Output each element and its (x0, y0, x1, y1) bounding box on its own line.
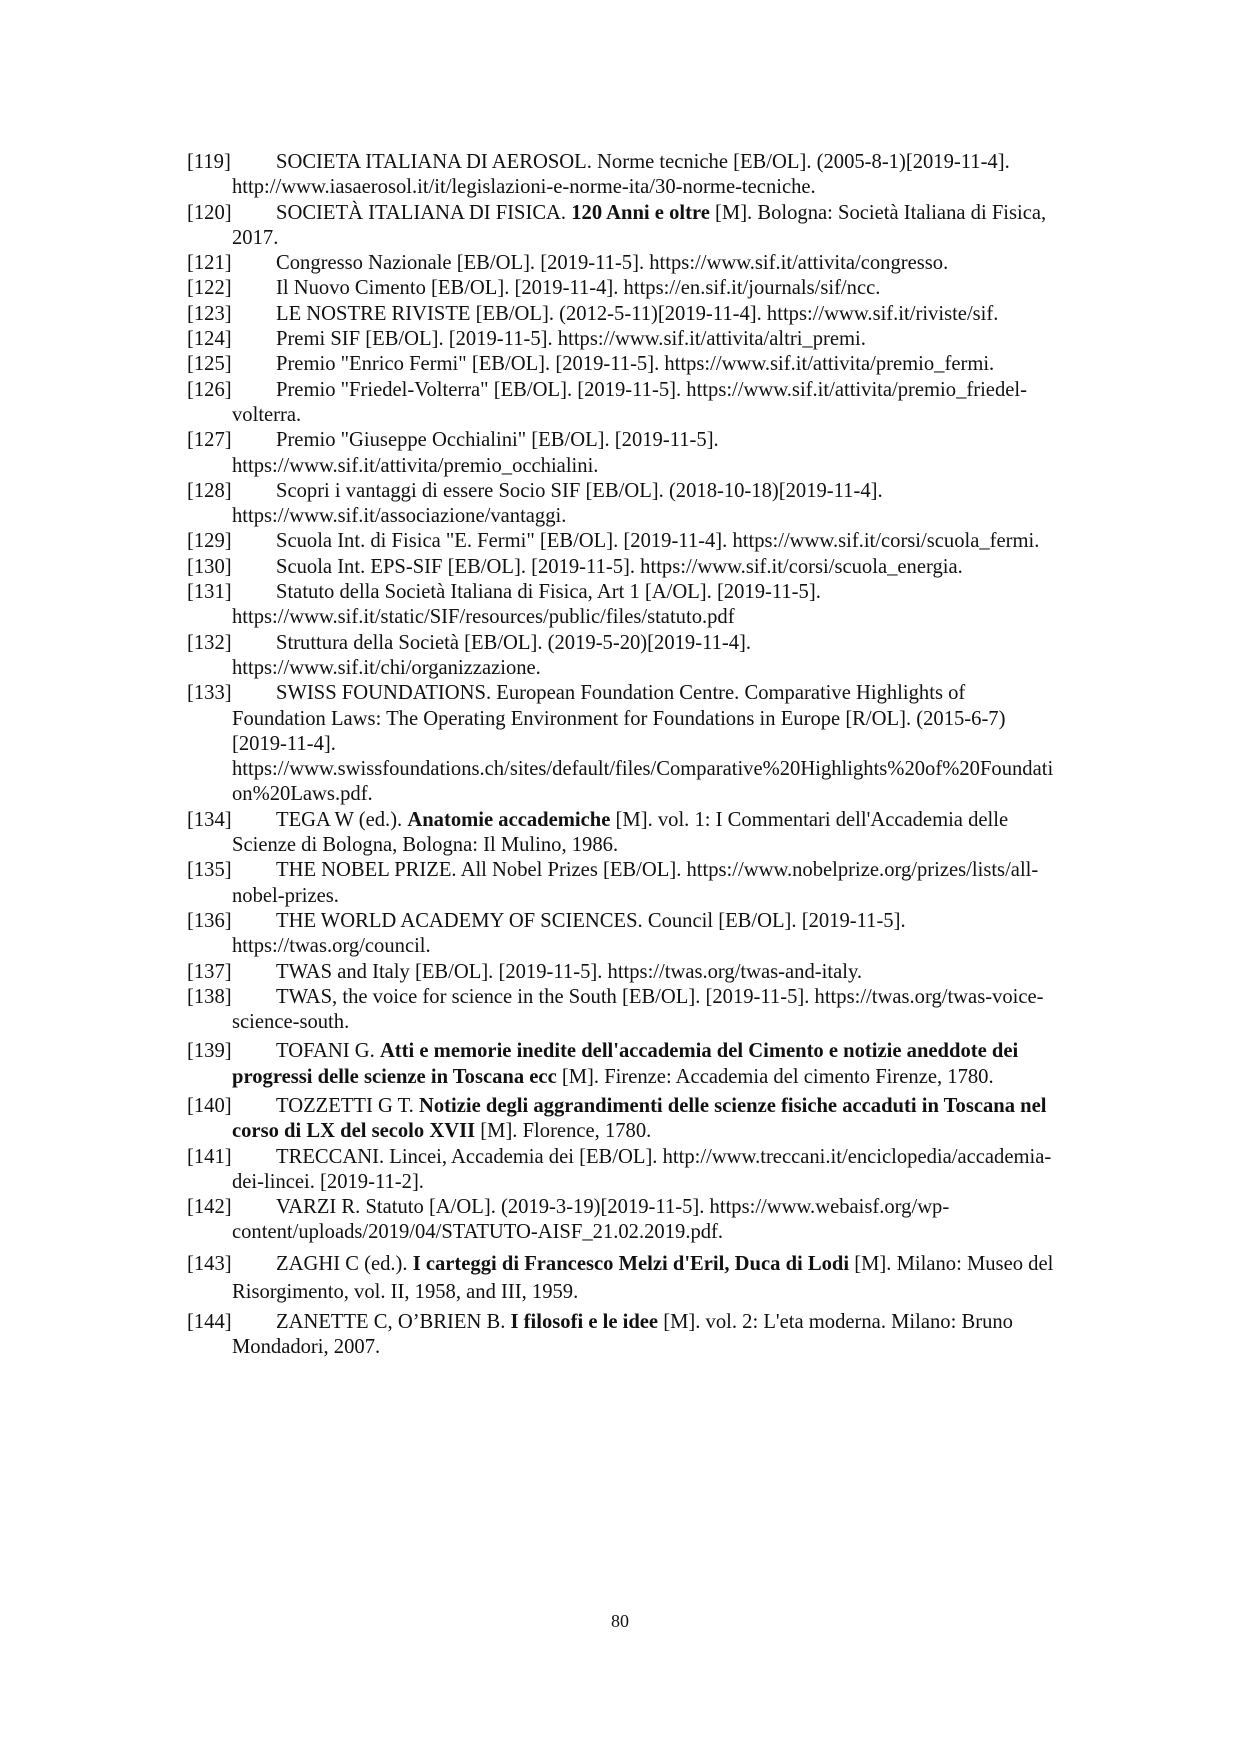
page-number: 80 (611, 1611, 629, 1631)
reference-number: [139] (187, 1040, 232, 1063)
reference-number: [131] (187, 581, 232, 604)
reference-number: [127] (187, 429, 232, 452)
reference-item (187, 909, 1057, 960)
reference-item (187, 479, 1057, 530)
reference-number: [137] (187, 960, 232, 983)
reference-text: SWISS FOUNDATIONS. European Foundation Centre. Comparative Highlights of Foundation Laws: The Operating Environment for Foundations in Europe [R/OL]. (2015-6-7) [2019-11-4]. https://www.swissfoundations.ch/sites/default/files/Comparative%20Highlights%20of%20Foundation%20Laws.pdf. (232, 682, 1054, 806)
reference-text-tail: [M]. Milano: Museo del Risorgimento, vol. II, 1958, and III, 1959. (232, 1252, 1054, 1303)
reference-text: Statuto della Società Italiana di Fisica, Art 1 [A/OL]. [2019-11-5]. https://www.sif.it/static/SIF/resources/public/files/statuto.pdf (232, 581, 821, 629)
reference-number: [140] (187, 1094, 232, 1117)
reference-item (187, 808, 1057, 859)
reference-text: TWAS and Italy [EB/OL]. [2019-11-5]. https://twas.org/twas-and-italy. (276, 960, 863, 983)
reference-title: I filosofi e le idee (510, 1310, 659, 1333)
reference-item (187, 1145, 1057, 1196)
reference-item (187, 529, 1057, 554)
reference-title: Atti e memorie inedite dell'accademia del Cimento e notizie aneddote dei progressi delle scienze in Toscana ecc (232, 1040, 1019, 1088)
reference-item (187, 150, 1057, 201)
reference-text: SOCIETA ITALIANA DI AEROSOL. Norme tecniche [EB/OL]. (2005-8-1)[2019-11-4]. http://www.iasaerosol.it/it/legislazioni-e-norme-ita/30-norme-tecniche. (232, 151, 1010, 199)
reference-item (187, 1250, 1057, 1306)
reference-item (187, 1094, 1057, 1145)
reference-number: [136] (187, 909, 232, 932)
reference-number: [128] (187, 479, 232, 502)
reference-number: [119] (187, 151, 231, 173)
reference-item (187, 302, 1057, 327)
reference-number: [125] (187, 353, 232, 376)
reference-text-tail: [M]. vol. 1: I Commentari dell'Accademia delle Scienze di Bologna, Bologna: Il Mulino, 1986. (232, 808, 1009, 857)
reference-text: Premi SIF [EB/OL]. [2019-11-5]. https://www.sif.it/attivita/altri_premi. (276, 328, 866, 351)
reference-item (187, 1039, 1057, 1090)
reference-item (187, 327, 1057, 352)
reference-number: [142] (187, 1196, 232, 1219)
reference-number: [143] (187, 1252, 232, 1275)
reference-number: [138] (187, 985, 232, 1008)
reference-text: THE NOBEL PRIZE. All Nobel Prizes [EB/OL]. https://www.nobelprize.org/prizes/lists/all-nobel-prizes. (232, 859, 1039, 907)
reference-number: [129] (187, 530, 232, 553)
reference-number: [132] (187, 631, 232, 654)
reference-text: LE NOSTRE RIVISTE [EB/OL]. (2012-5-11)[2019-11-4]. https://www.sif.it/riviste/sif. (276, 302, 999, 325)
reference-title: Anatomie accademiche (407, 808, 611, 831)
reference-text: TWAS, the voice for science in the South [EB/OL]. [2019-11-5]. https://twas.org/twas-voice-science-south. (232, 985, 1044, 1034)
reference-item (187, 1195, 1057, 1246)
reference-item (187, 985, 1057, 1036)
reference-list (187, 150, 1057, 1360)
reference-number: [144] (187, 1310, 232, 1333)
reference-text: THE WORLD ACADEMY OF SCIENCES. Council [EB/OL]. [2019-11-5]. https://twas.org/council. (232, 909, 906, 958)
reference-text: TOFANI G. (276, 1040, 380, 1063)
reference-item (187, 631, 1057, 682)
reference-number: [135] (187, 859, 232, 882)
reference-text: Il Nuovo Cimento [EB/OL]. [2019-11-4]. https://en.sif.it/journals/sif/ncc. (276, 277, 881, 300)
reference-title: Notizie degli aggrandimenti delle scienze fisiche accaduti in Toscana nel corso di LX del secolo XVII (232, 1094, 1047, 1143)
reference-text: TRECCANI. Lincei, Accademia dei [EB/OL]. http://www.treccani.it/enciclopedia/accademia-dei-lincei. [2019-11-2]. (232, 1145, 1052, 1193)
reference-title: 120 Anni e oltre (571, 201, 710, 224)
reference-text-tail: [M]. Firenze: Accademia del cimento Firenze, 1780. (556, 1065, 994, 1088)
reference-number: [120] (187, 201, 232, 224)
reference-text: Premio "Friedel-Volterra" [EB/OL]. [2019-11-5]. https://www.sif.it/attivita/premio_friedel-volterra. (232, 378, 1027, 426)
reference-item (187, 251, 1057, 276)
reference-item (187, 555, 1057, 580)
reference-text: Struttura della Società [EB/OL]. (2019-5-20)[2019-11-4]. https://www.sif.it/chi/organizzazione. (232, 631, 752, 679)
reference-number: [124] (187, 328, 232, 351)
reference-item (187, 960, 1057, 985)
reference-item (187, 378, 1057, 429)
reference-text-tail: [M]. Florence, 1780. (475, 1120, 652, 1143)
reference-text: ZANETTE C, O’BRIEN B. (276, 1310, 511, 1333)
reference-item (187, 1310, 1057, 1361)
reference-item (187, 681, 1057, 807)
reference-number: [141] (187, 1145, 232, 1168)
reference-text-tail: [M]. Bologna: Società Italiana di Fisica, 2017. (232, 201, 1047, 249)
reference-text: TEGA W (ed.). (276, 808, 408, 831)
reference-text: Scuola Int. EPS-SIF [EB/OL]. [2019-11-5]. https://www.sif.it/corsi/scuola_energia. (276, 555, 963, 578)
reference-title: I carteggi di Francesco Melzi d'Eril, Duca di Lodi (412, 1252, 850, 1275)
reference-item (187, 352, 1057, 377)
reference-item (187, 858, 1057, 909)
reference-text: Congresso Nazionale [EB/OL]. [2019-11-5]. https://www.sif.it/attivita/congresso. (276, 252, 949, 275)
reference-item (187, 276, 1057, 301)
reference-text: Scopri i vantaggi di essere Socio SIF [EB/OL]. (2018-10-18)[2019-11-4]. https://www.sif.it/associazione/vantaggi. (232, 479, 883, 528)
reference-number: [130] (187, 555, 232, 578)
reference-text-tail: [M]. vol. 2: L'eta moderna. Milano: Bruno Mondadori, 2007. (232, 1310, 1013, 1359)
reference-number: [134] (187, 808, 232, 831)
reference-number: [121] (187, 252, 232, 275)
reference-number: [126] (187, 378, 232, 401)
reference-item (187, 201, 1057, 252)
reference-text: VARZI R. Statuto [A/OL]. (2019-3-19)[2019-11-5]. https://www.webaisf.org/wp-content/uploads/2019/04/STATUTO-AISF_21.02.2019.pdf. (232, 1196, 950, 1244)
reference-text: Premio "Enrico Fermi" [EB/OL]. [2019-11-5]. https://www.sif.it/attivita/premio_fermi. (276, 353, 995, 376)
reference-text: Scuola Int. di Fisica "E. Fermi" [EB/OL]. [2019-11-4]. https://www.sif.it/corsi/scuola_fermi. (276, 530, 1040, 553)
reference-item (187, 580, 1057, 631)
reference-number: [133] (187, 682, 232, 705)
reference-text: Premio "Giuseppe Occhialini" [EB/OL]. [2019-11-5]. https://www.sif.it/attivita/premio_occhialini. (232, 429, 719, 477)
reference-text: TOZZETTI G T. (276, 1094, 419, 1117)
reference-item (187, 428, 1057, 479)
reference-text: SOCIETÀ ITALIANA DI FISICA. (276, 201, 572, 224)
reference-number: [123] (187, 302, 232, 325)
reference-text: ZAGHI C (ed.). (276, 1252, 413, 1275)
reference-number: [122] (187, 277, 232, 300)
